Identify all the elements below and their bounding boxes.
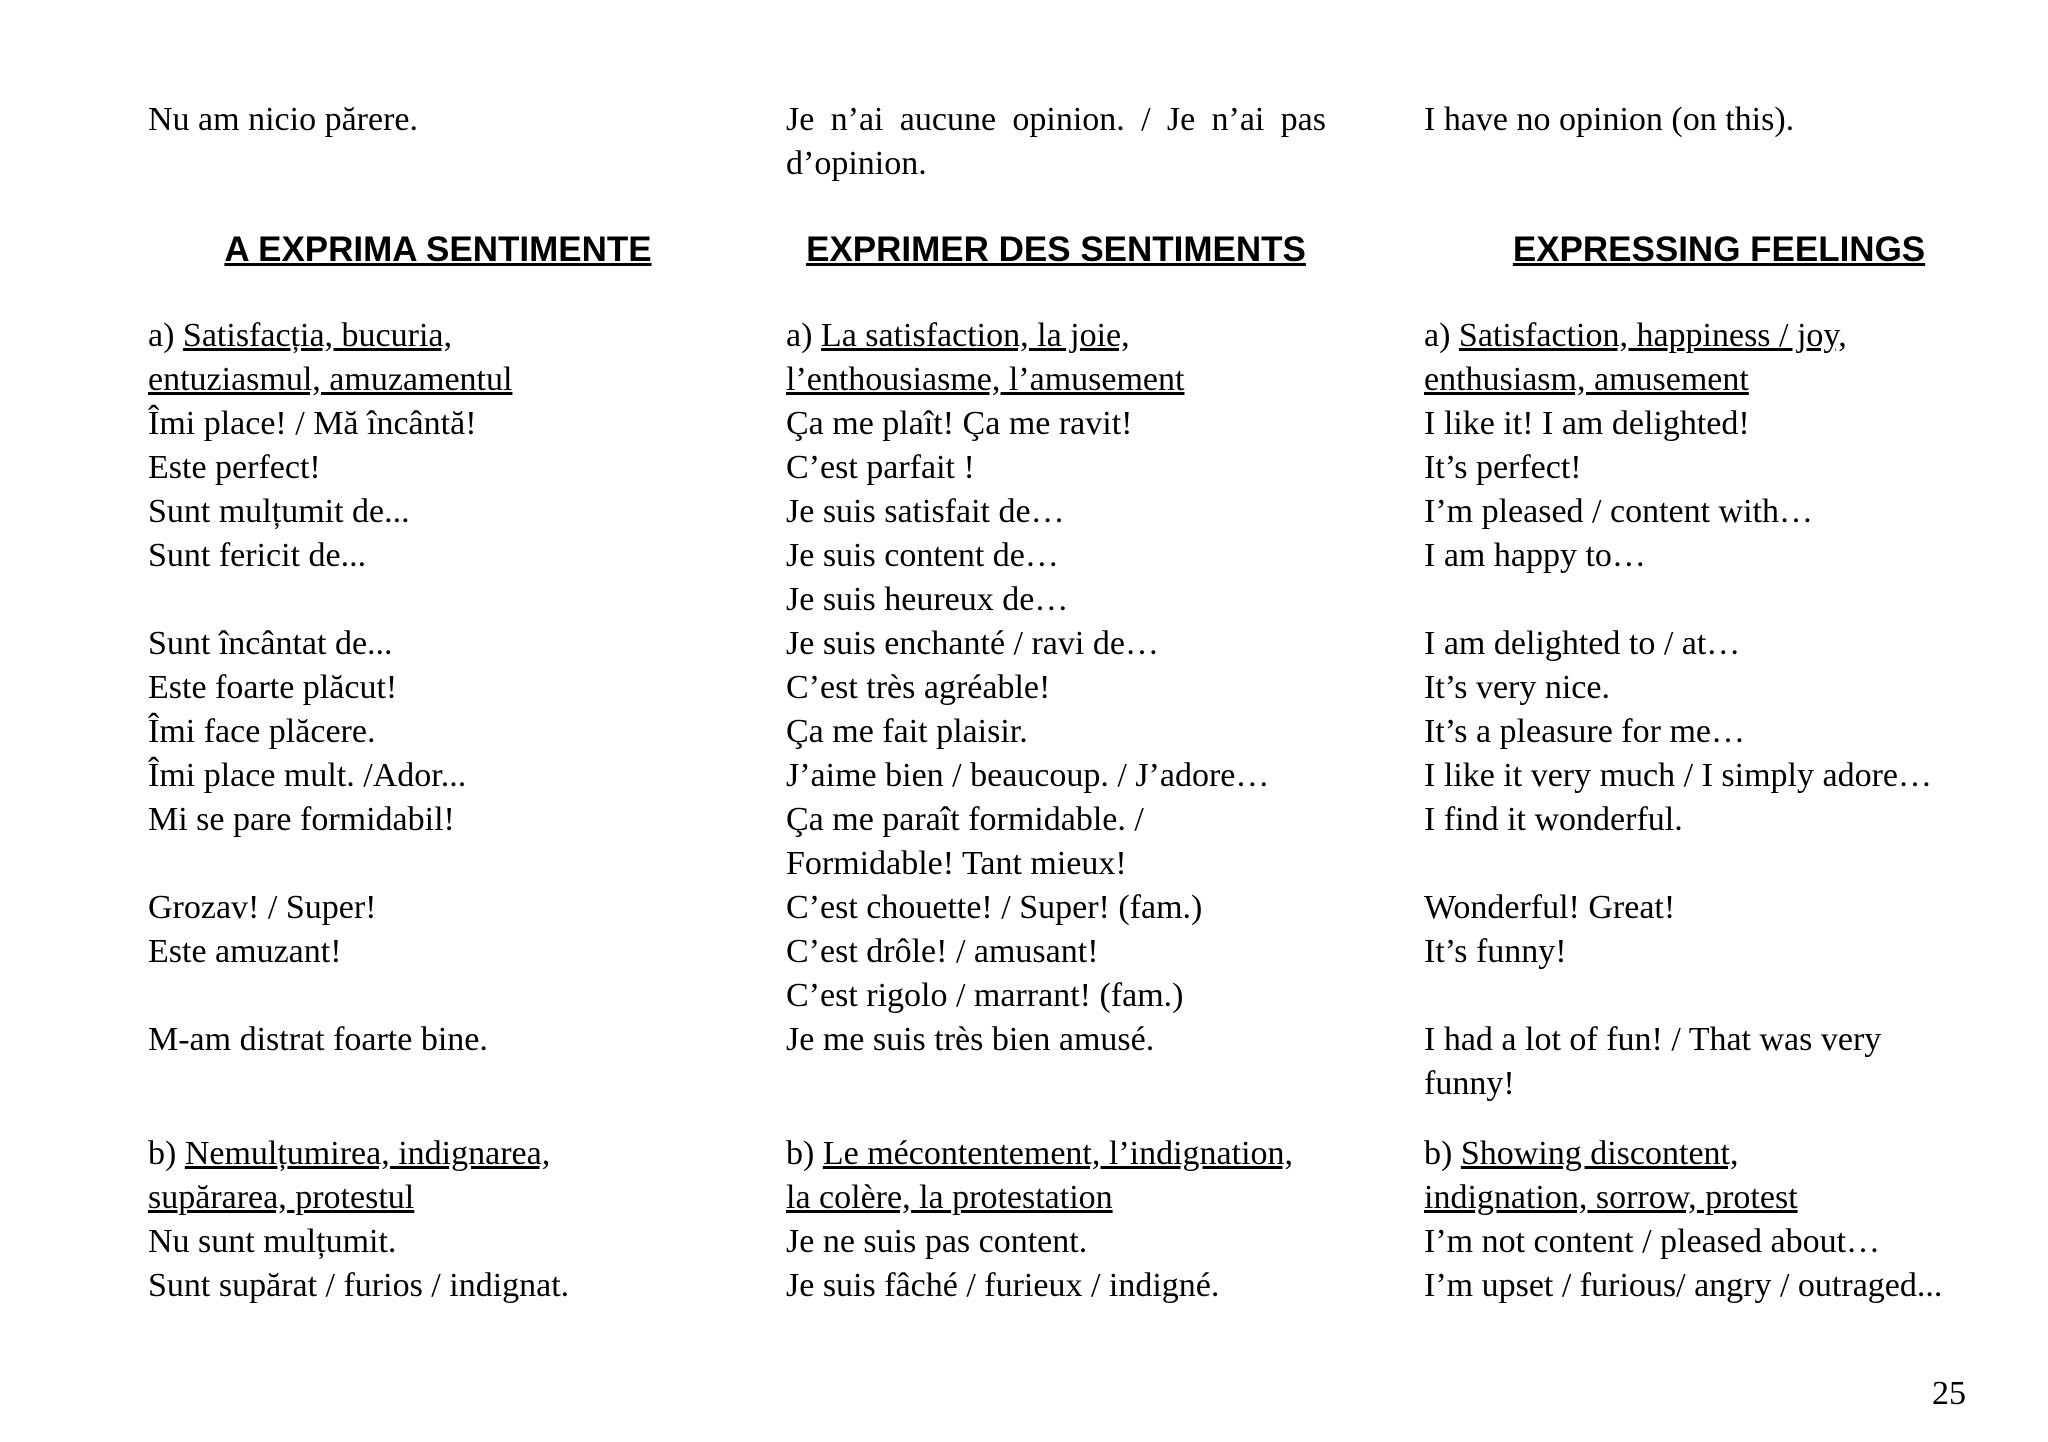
phrase-line: Je suis content de… [786,537,1059,574]
phrase-line: C’est drôle! / amusant! [786,933,1099,970]
subsection-prefix: a) [1424,317,1451,354]
phrase-line: Îmi place! / Mă încântă! [148,405,477,442]
phrase-line [1424,842,2014,886]
phrase-line: C’est parfait ! [786,449,975,486]
phrase-line: I find it wonderful. [1424,801,1683,838]
section-heading: EXPRIMER DES SENTIMENTS [806,230,1306,269]
phrase-line: Sunt fericit de... [148,537,367,574]
subsection-prefix: b) [786,1135,815,1172]
subsection-title: Showing discontent, [1460,1135,1739,1172]
column-fr [786,98,1326,1308]
phrase-line [1424,974,2014,1018]
subsection-title: Le mécontentement, l’indignation, [822,1135,1294,1172]
phrase-line: I’m not content / pleased about… [1424,1223,1881,1260]
phrase-line: I had a lot of fun! / That was very [1424,1021,1882,1058]
phrase-line: Je ne suis pas content. [786,1223,1088,1260]
phrase-line: Je suis heureux de… [786,581,1069,618]
subsection-title-line [1424,1132,2014,1176]
phrase-line [786,1062,1326,1106]
spacer [786,1106,1326,1132]
phrase-line: Îmi face plăcere. [148,713,376,750]
subsection-title-line [786,314,1326,358]
subsection-title-line [786,1176,1326,1220]
subsection-title: enthusiasm, amusement [1424,361,1749,398]
subsection-title: la colère, la protestation [786,1179,1113,1216]
subsection-title-line [148,314,728,358]
phrase-line: It’s very nice. [1424,669,1610,706]
phrase-line [148,578,728,622]
phrase-line [148,1062,728,1106]
phrase-line: C’est rigolo / marrant! (fam.) [786,977,1184,1014]
subsection-title: supărarea, protestul [148,1179,415,1216]
subsection-title-line [148,358,728,402]
phrase-line: I am delighted to / at… [1424,625,1741,662]
phrase-line: Mi se pare formidabil! [148,801,455,838]
subsection-title: Nemulțumirea, indignarea, [184,1135,551,1172]
intro-text: Je n’ai aucune opinion. / Je n’ai pas d’opinion. [786,101,1326,182]
subsection-title-line [786,1132,1326,1176]
phrase-line: I’m pleased / content with… [1424,493,1814,530]
phrase-line: It’s a pleasure for me… [1424,713,1745,750]
phrase-line: Este amuzant! [148,933,342,970]
subsection-title-line [1424,358,2014,402]
phrase-line: Este foarte plăcut! [148,669,398,706]
phrase-line [148,842,728,886]
phrase-line: Formidable! Tant mieux! [786,845,1127,882]
subsection-title: La satisfaction, la joie, [820,317,1130,354]
phrase-line: I like it! I am delighted! [1424,405,1750,442]
subsection-b [786,1132,1326,1308]
phrase-line: Sunt supărat / furios / indignat. [148,1267,570,1304]
subsection-title-line [148,1132,728,1176]
phrase-line: Je suis satisfait de… [786,493,1065,530]
phrase-line: C’est chouette! / Super! (fam.) [786,889,1203,926]
subsection-title: Satisfaction, happiness / joy, [1458,317,1847,354]
phrase-line: Je suis enchanté / ravi de… [786,625,1159,662]
subsection-prefix: a) [786,317,813,354]
phrase-line: C’est très agréable! [786,669,1051,706]
section-heading: EXPRESSING FEELINGS [1512,230,1926,269]
spacer [148,1106,728,1132]
spacer [1424,1106,2014,1132]
phrase-line [148,974,728,1018]
phrase-line: Ça me plaît! Ça me ravit! [786,405,1133,442]
subsection-b [1424,1132,2014,1308]
phrase-line: Este perfect! [148,449,321,486]
phrase-line: Je suis fâché / furieux / indigné. [786,1267,1220,1304]
phrase-line: I like it very much / I simply adore… [1424,757,1932,794]
phrase-line: Sunt mulțumit de... [148,493,410,530]
subsection-prefix: b) [148,1135,177,1172]
subsection-title-line [148,1176,728,1220]
phrase-line: Îmi place mult. /Ador... [148,757,467,794]
phrase-line: J’aime bien / beaucoup. / J’adore… [786,757,1270,794]
subsection-title-line [1424,314,2014,358]
intro-text: I have no opinion (on this). [1424,101,1795,138]
subsection-a [786,314,1326,1106]
subsection-title: indignation, sorrow, protest [1424,1179,1798,1216]
subsection-prefix: b) [1424,1135,1453,1172]
column-ro [148,98,728,1308]
phrase-line: Sunt încântat de... [148,625,393,662]
subsection-title: Satisfacția, bucuria, [182,317,452,354]
section-heading: A EXPRIMA SENTIMENTE [224,230,652,269]
subsection-title-line [1424,1176,2014,1220]
subsection-title-line [786,358,1326,402]
phrase-line: Je me suis très bien amusé. [786,1021,1155,1058]
intro-text: Nu am nicio părere. [148,101,418,138]
phrase-line: Nu sunt mulțumit. [148,1223,397,1260]
subsection-a [148,314,728,1106]
phrase-line: M-am distrat foarte bine. [148,1021,488,1058]
phrase-line: I am happy to… [1424,537,1646,574]
column-en [1424,98,2014,1308]
phrase-line: Ça me fait plaisir. [786,713,1028,750]
phrase-line: It’s perfect! [1424,449,1582,486]
phrase-line: I’m upset / furious/ angry / outraged... [1424,1267,1943,1304]
subsection-b [148,1132,728,1308]
phrase-line: funny! [1424,1065,1515,1102]
phrase-line: Wonderful! Great! [1424,889,1676,926]
subsection-prefix: a) [148,317,175,354]
phrase-line: It’s funny! [1424,933,1567,970]
subsection-title: entuziasmul, amuzamentul [148,361,513,398]
subsection-a [1424,314,2014,1106]
phrase-line: Ça me paraît formidable. / [786,801,1144,838]
page-number: 25 [1932,1375,1966,1412]
phrase-line [1424,578,2014,622]
subsection-title: l’enthousiasme, l’amusement [786,361,1185,398]
phrase-line: Grozav! / Super! [148,889,377,926]
